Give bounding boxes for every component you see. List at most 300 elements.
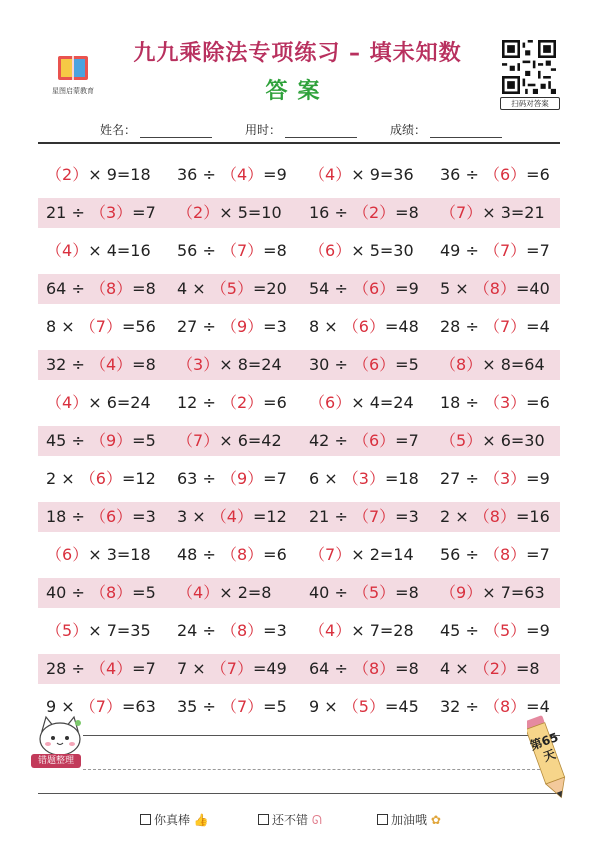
expression-text: 8 × [46, 317, 80, 336]
problem [177, 692, 287, 722]
answer-paren: （ [220, 697, 237, 716]
answer-value: 9 [236, 317, 248, 336]
answer-paren: （ [309, 393, 326, 412]
answer-value: 8 [105, 279, 117, 298]
expression-text: 21 ÷ [46, 203, 90, 222]
answer-value: 4 [62, 241, 73, 260]
expression-text: 27 ÷ [177, 317, 221, 336]
score-field[interactable] [390, 121, 502, 138]
expression-text: =16 [515, 507, 550, 526]
expression-text: 32 ÷ [46, 355, 90, 374]
expression-text: × 5=30 [351, 241, 414, 260]
expression-text: 4 × [177, 279, 211, 298]
answer-value: 8 [236, 621, 248, 640]
checkbox-icon[interactable] [258, 814, 269, 825]
answer-value: 4 [236, 165, 248, 184]
name-label: 姓名： [100, 123, 137, 137]
answer-paren: （ [342, 697, 359, 716]
answer-paren: （ [483, 697, 500, 716]
expression-text: =9 [526, 621, 550, 640]
answer-paren: （ [177, 583, 194, 602]
time-label: 用时： [245, 123, 282, 137]
answer-value: 7 [325, 545, 336, 564]
answer-paren: （ [89, 203, 106, 222]
expression-text: × 4=16 [88, 241, 151, 260]
expression-text: 64 ÷ [309, 659, 353, 678]
problem [440, 426, 545, 456]
expression-text: =8 [395, 659, 419, 678]
answer-paren: （ [89, 583, 106, 602]
answer-paren: ） [72, 621, 89, 640]
problem-row [38, 502, 560, 532]
expression-text: =7 [132, 659, 156, 678]
answer-value: 7 [95, 697, 106, 716]
expression-text: =7 [526, 241, 550, 260]
answer-paren: （ [352, 659, 369, 678]
answer-value: 7 [193, 431, 204, 450]
answer-paren: （ [309, 241, 326, 260]
answer-value: 7 [456, 203, 467, 222]
problem [309, 160, 414, 190]
problem-row [38, 198, 560, 228]
problem [177, 236, 287, 266]
answer-value: 5 [226, 279, 237, 298]
expression-text: × 2=14 [351, 545, 414, 564]
answer-value: 7 [499, 317, 511, 336]
problem [440, 464, 550, 494]
expression-text: × 6=42 [219, 431, 282, 450]
answer-paren: （ [342, 317, 359, 336]
answer-paren: （ [220, 241, 237, 260]
answer-value: 8 [105, 583, 117, 602]
day-counter: 第65天 [528, 729, 561, 765]
answer-paren: ） [203, 431, 220, 450]
problem [177, 350, 282, 380]
answer-value: 8 [368, 659, 380, 678]
mistakes-area[interactable] [38, 725, 560, 793]
answer-paren: （ [89, 659, 106, 678]
answer-paren: ） [247, 165, 264, 184]
expression-text: =18 [384, 469, 419, 488]
rating-option-1[interactable] [140, 811, 209, 828]
exercise-grid [38, 160, 560, 730]
answer-value: 2 [193, 203, 204, 222]
problem [309, 464, 419, 494]
answer-paren: ） [466, 583, 483, 602]
answer-value: 9 [456, 583, 467, 602]
expression-text: 48 ÷ [177, 545, 221, 564]
answer-paren: ） [236, 279, 253, 298]
problem-row [38, 388, 560, 418]
answer-value: 4 [105, 355, 117, 374]
answer-paren: ） [510, 697, 527, 716]
qr-caption: 扫码对答案 [500, 97, 560, 110]
answer-paren: （ [79, 317, 96, 336]
answer-value: 3 [193, 355, 204, 374]
expression-text: × 3=21 [482, 203, 545, 222]
mistakes-bottom-line [38, 793, 560, 794]
rating-option-3-label: 加油哦 [391, 813, 428, 827]
answer-paren: ） [105, 317, 122, 336]
answer-paren: （ [46, 545, 63, 564]
answer-paren: （ [352, 431, 369, 450]
expression-text: =5 [132, 431, 156, 450]
expression-text: 2 × [440, 507, 474, 526]
answer-paren: ） [203, 355, 220, 374]
bunny-icon: ᘏ [311, 813, 322, 827]
problem [440, 236, 550, 266]
answer-paren: （ [220, 317, 237, 336]
expression-text: =6 [263, 545, 287, 564]
answer-paren: ） [510, 165, 527, 184]
expression-text: =5 [395, 355, 419, 374]
expression-text: 6 × [309, 469, 343, 488]
answer-paren: （ [220, 621, 237, 640]
expression-text: =63 [121, 697, 156, 716]
expression-text: =20 [252, 279, 287, 298]
answer-paren: ） [335, 165, 352, 184]
answer-value: 4 [226, 507, 237, 526]
answer-value: 2 [236, 393, 248, 412]
answer-value: 5 [456, 431, 467, 450]
problem [177, 426, 282, 456]
problem [309, 654, 419, 684]
answer-paren: ） [247, 621, 264, 640]
expression-text: =8 [395, 583, 419, 602]
answer-value: 3 [358, 469, 369, 488]
expression-text: =48 [384, 317, 419, 336]
problem [177, 388, 287, 418]
answer-paren: （ [352, 203, 369, 222]
expression-text: × 7=63 [482, 583, 545, 602]
answer-paren: ） [116, 355, 133, 374]
problem [440, 160, 550, 190]
header-divider [38, 142, 560, 144]
answer-paren: ） [72, 393, 89, 412]
problem [440, 502, 550, 532]
expression-text: =7 [395, 431, 419, 450]
answer-value: 6 [368, 355, 380, 374]
expression-text: =40 [515, 279, 550, 298]
problem [177, 654, 287, 684]
answer-paren: ） [247, 697, 264, 716]
problem [46, 540, 151, 570]
rating-option-2-label: 还不错 [272, 813, 309, 827]
answer-value: 7 [95, 317, 106, 336]
answer-paren: ） [368, 317, 385, 336]
problem [177, 502, 287, 532]
expression-text: 42 ÷ [309, 431, 353, 450]
checkbox-icon[interactable] [140, 814, 151, 825]
problem [177, 616, 287, 646]
expression-text: × 8=64 [482, 355, 545, 374]
problem [46, 464, 156, 494]
answer-paren: （ [440, 431, 457, 450]
problem [177, 464, 287, 494]
answer-paren: ） [368, 469, 385, 488]
expression-text: =4 [526, 317, 550, 336]
answer-paren: ） [510, 545, 527, 564]
expression-text: =5 [263, 697, 287, 716]
problem [440, 350, 545, 380]
answer-paren: （ [46, 165, 63, 184]
problem [46, 274, 156, 304]
expression-text: =3 [395, 507, 419, 526]
answer-value: 7 [236, 697, 248, 716]
answer-value: 8 [489, 507, 500, 526]
expression-text: 21 ÷ [309, 507, 353, 526]
rating-option-1-label: 你真棒 [154, 813, 191, 827]
page-subtitle: 答案 [265, 79, 330, 104]
answer-paren: ） [116, 203, 133, 222]
answer-value: 6 [95, 469, 106, 488]
answer-paren: （ [220, 469, 237, 488]
problem [46, 616, 151, 646]
problem [309, 616, 414, 646]
qr-code-icon[interactable] [502, 40, 556, 94]
answer-paren: （ [79, 697, 96, 716]
answer-paren: ） [236, 659, 253, 678]
problem [309, 502, 419, 532]
checkbox-icon[interactable] [377, 814, 388, 825]
answer-paren: ） [247, 545, 264, 564]
answer-paren: （ [483, 241, 500, 260]
score-blank[interactable] [430, 125, 502, 138]
expression-text: × 9=36 [351, 165, 414, 184]
expression-text: 36 ÷ [177, 165, 221, 184]
answer-paren: （ [483, 317, 500, 336]
answer-value: 5 [62, 621, 73, 640]
answer-paren: ） [116, 507, 133, 526]
time-field[interactable] [245, 121, 357, 138]
name-blank[interactable] [140, 125, 212, 138]
answer-paren: ） [116, 431, 133, 450]
problem [440, 388, 550, 418]
problem [440, 578, 545, 608]
rating-option-3[interactable] [377, 811, 441, 828]
expression-text: 8 × [309, 317, 343, 336]
answer-paren: （ [210, 507, 227, 526]
answer-paren: （ [483, 469, 500, 488]
expression-text: 45 ÷ [46, 431, 90, 450]
answer-paren: （ [352, 583, 369, 602]
answer-paren: （ [210, 279, 227, 298]
problem [440, 274, 550, 304]
problem-row [38, 616, 560, 646]
expression-text: 40 ÷ [46, 583, 90, 602]
expression-text: 64 ÷ [46, 279, 90, 298]
problem-row [38, 236, 560, 266]
problem-row [38, 350, 560, 380]
expression-text: =8 [395, 203, 419, 222]
answer-paren: ） [335, 621, 352, 640]
expression-text: × 7=35 [88, 621, 151, 640]
problem [309, 312, 419, 342]
problem [309, 578, 419, 608]
answer-paren: ） [499, 659, 516, 678]
answer-value: 3 [499, 469, 511, 488]
expression-text: =12 [121, 469, 156, 488]
mistakes-label: 错题整理 [31, 754, 81, 768]
answer-paren: （ [220, 165, 237, 184]
expression-text: =8 [132, 279, 156, 298]
answer-value: 7 [226, 659, 237, 678]
name-field[interactable] [100, 121, 212, 138]
expression-text: 12 ÷ [177, 393, 221, 412]
expression-text: 18 ÷ [440, 393, 484, 412]
expression-text: =7 [132, 203, 156, 222]
expression-text: =4 [526, 697, 550, 716]
answer-paren: （ [352, 507, 369, 526]
problem [177, 578, 271, 608]
expression-text: 9 × [309, 697, 343, 716]
answer-paren: （ [89, 279, 106, 298]
problem [440, 654, 540, 684]
answer-paren: ） [466, 355, 483, 374]
expression-text: =9 [263, 165, 287, 184]
answer-value: 2 [368, 203, 380, 222]
expression-text: 4 × [440, 659, 474, 678]
answer-paren: ） [510, 621, 527, 640]
answer-value: 4 [325, 165, 336, 184]
expression-text: =6 [263, 393, 287, 412]
answer-value: 8 [499, 697, 511, 716]
answer-paren: ） [116, 659, 133, 678]
answer-paren: （ [352, 279, 369, 298]
problem-row [38, 160, 560, 190]
problem [440, 198, 545, 228]
answer-paren: ） [105, 469, 122, 488]
expression-text: 35 ÷ [177, 697, 221, 716]
expression-text: 36 ÷ [440, 165, 484, 184]
answer-value: 6 [325, 393, 336, 412]
problem [177, 540, 287, 570]
problem [46, 426, 156, 456]
answer-paren: ） [72, 545, 89, 564]
answer-paren: ） [203, 203, 220, 222]
problem [440, 312, 550, 342]
problem [309, 388, 414, 418]
answer-value: 7 [499, 241, 511, 260]
answer-value: 6 [62, 545, 73, 564]
answer-paren: （ [220, 393, 237, 412]
answer-value: 6 [325, 241, 336, 260]
problem-row [38, 654, 560, 684]
expression-text: 5 × [440, 279, 474, 298]
answer-paren: ） [247, 469, 264, 488]
answer-paren: （ [483, 165, 500, 184]
answer-paren: （ [440, 583, 457, 602]
problem [177, 312, 287, 342]
problem [309, 198, 419, 228]
rating-option-2[interactable] [258, 811, 322, 828]
answer-paren: （ [483, 393, 500, 412]
expression-text: 9 × [46, 697, 80, 716]
answer-paren: （ [473, 659, 490, 678]
expression-text: × 6=24 [88, 393, 151, 412]
problem [46, 350, 156, 380]
answer-paren: （ [473, 279, 490, 298]
answer-paren: （ [89, 507, 106, 526]
answer-paren: （ [309, 545, 326, 564]
expression-text: 2 × [46, 469, 80, 488]
expression-text: =12 [252, 507, 287, 526]
problem-row [38, 274, 560, 304]
problem [177, 160, 287, 190]
duck-icon: ✿ [430, 813, 441, 827]
answer-paren: ） [72, 165, 89, 184]
expression-text: =56 [121, 317, 156, 336]
expression-text: =49 [252, 659, 287, 678]
expression-text: =8 [132, 355, 156, 374]
answer-paren: ） [379, 203, 396, 222]
answer-paren: ） [379, 659, 396, 678]
answer-value: 5 [358, 697, 369, 716]
answer-paren: ） [335, 393, 352, 412]
answer-value: 4 [105, 659, 117, 678]
score-label: 成绩： [390, 123, 427, 137]
answer-value: 8 [456, 355, 467, 374]
expression-text: =8 [515, 659, 540, 678]
answer-paren: （ [440, 203, 457, 222]
answer-value: 6 [358, 317, 369, 336]
problem-row [38, 426, 560, 456]
answer-paren: （ [309, 165, 326, 184]
answer-value: 8 [499, 545, 511, 564]
expression-text: 24 ÷ [177, 621, 221, 640]
problem [440, 616, 550, 646]
expression-text: × 4=24 [351, 393, 414, 412]
answer-paren: （ [473, 507, 490, 526]
answer-paren: ） [72, 241, 89, 260]
answer-paren: ） [247, 317, 264, 336]
answer-paren: （ [440, 355, 457, 374]
answer-paren: （ [46, 621, 63, 640]
expression-text: 45 ÷ [440, 621, 484, 640]
expression-text: =9 [395, 279, 419, 298]
problem [309, 692, 419, 722]
answer-paren: （ [177, 203, 194, 222]
answer-value: 9 [236, 469, 248, 488]
answer-value: 8 [236, 545, 248, 564]
expression-text: =7 [526, 545, 550, 564]
problem-row [38, 540, 560, 570]
answer-paren: ） [379, 431, 396, 450]
time-blank[interactable] [285, 125, 357, 138]
answer-value: 3 [105, 203, 117, 222]
problem [309, 274, 419, 304]
problem [309, 540, 414, 570]
answer-paren: （ [483, 545, 500, 564]
problem [177, 198, 282, 228]
answer-value: 6 [368, 279, 380, 298]
problem [46, 312, 156, 342]
answer-value: 9 [105, 431, 117, 450]
expression-text: =8 [263, 241, 287, 260]
answer-paren: ） [116, 279, 133, 298]
expression-text: 3 × [177, 507, 211, 526]
answer-value: 2 [62, 165, 73, 184]
problem [440, 540, 550, 570]
answer-paren: ） [105, 697, 122, 716]
answer-value: 3 [499, 393, 511, 412]
expression-text: × 5=10 [219, 203, 282, 222]
answer-paren: ） [466, 431, 483, 450]
answer-paren: ） [499, 279, 516, 298]
problem-row [38, 692, 560, 722]
problem [177, 274, 287, 304]
problem [309, 426, 419, 456]
